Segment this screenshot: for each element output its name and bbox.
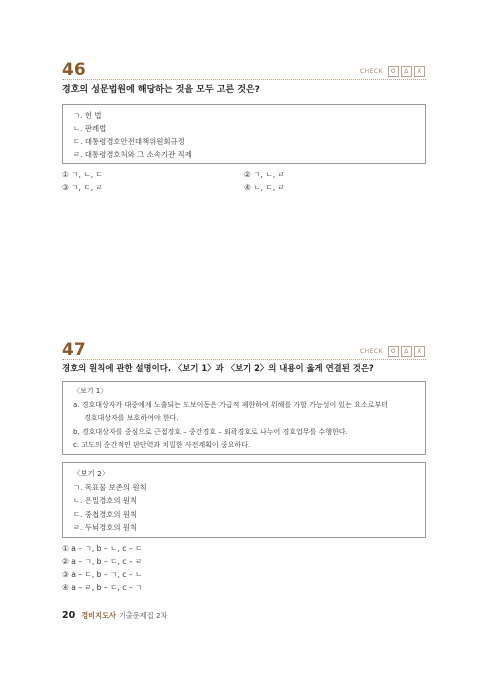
option-3[interactable]: ③ ㄱ, ㄷ, ㄹ bbox=[62, 183, 103, 192]
item-line: ㄱ. 헌 법 bbox=[73, 111, 102, 120]
check-box-x[interactable]: X bbox=[414, 346, 425, 357]
check-box-o[interactable]: O bbox=[388, 346, 399, 357]
page-footer bbox=[62, 610, 167, 621]
box-line: ㄱ. 목표물 보존의 원칙 bbox=[73, 482, 147, 492]
box-line: ㄷ. 중첩경호의 원칙 bbox=[73, 509, 138, 519]
item-line: ㄴ. 판례법 bbox=[73, 124, 107, 133]
option-3[interactable]: ③ a – ㄷ, b – ㄱ, c – ㄴ bbox=[62, 570, 143, 579]
options-46 bbox=[62, 169, 432, 195]
item-box-46 bbox=[62, 104, 426, 164]
options-47 bbox=[62, 543, 432, 595]
question-number-47: 47 bbox=[62, 340, 86, 360]
page-number: 20 bbox=[62, 610, 76, 621]
check-box-x[interactable]: X bbox=[414, 66, 425, 77]
option-2[interactable]: ② ㄱ, ㄴ, ㄹ bbox=[244, 170, 285, 179]
question-divider bbox=[62, 79, 426, 80]
option-1[interactable]: ① ㄱ, ㄴ, ㄷ bbox=[62, 170, 103, 179]
box-title: 〈보기 1〉 bbox=[73, 387, 108, 395]
check-box-o[interactable]: O bbox=[388, 66, 399, 77]
check-box-triangle[interactable]: Δ bbox=[401, 346, 412, 357]
box-line: ㄴ. 은밀경호의 원칙 bbox=[73, 496, 138, 506]
check-label: CHECK bbox=[359, 348, 383, 355]
box-line: ㄹ. 두뇌경호의 원칙 bbox=[73, 523, 138, 533]
box-line-c: c. 고도의 순간적인 판단력과 치밀한 사전계획이 중요하다. bbox=[73, 441, 251, 450]
example-box-2 bbox=[62, 462, 426, 538]
box-line-b: b. 경호대상자를 중심으로 근접경호 – 중간경호 – 외곽경호로 나누어 경호업무를 수행한다. bbox=[73, 427, 348, 436]
example-box-1 bbox=[62, 381, 426, 455]
check-box-triangle[interactable]: Δ bbox=[401, 66, 412, 77]
check-boxes-46 bbox=[360, 66, 425, 77]
check-boxes-47 bbox=[360, 346, 425, 357]
box-line-a: a. 경호대상자가 대중에게 노출되는 도보이동은 가급적 제한하여 위해를 가할 가능성이 있는 요소로부터 bbox=[73, 400, 388, 409]
question-text-46: 경호의 성문법원에 해당하는 것을 모두 고른 것은? bbox=[62, 85, 260, 95]
question-number-46: 46 bbox=[62, 60, 86, 80]
box-title: 〈보기 2〉 bbox=[73, 469, 110, 478]
option-4[interactable]: ④ ㄴ, ㄷ, ㄹ bbox=[244, 183, 285, 192]
box-line-a-cont: 경호대상자를 보호하여야 한다. bbox=[84, 414, 179, 423]
option-1[interactable]: ① a – ㄱ, b – ㄴ, c – ㄷ bbox=[62, 544, 143, 553]
book-subtitle: 기출문제집 2차 bbox=[118, 611, 168, 620]
book-title: 경비지도사 bbox=[81, 611, 116, 620]
check-label: CHECK bbox=[359, 68, 383, 75]
option-4[interactable]: ④ a – ㄹ, b – ㄷ, c – ㄱ bbox=[62, 583, 143, 592]
question-text-47: 경호의 원칙에 관한 설명이다. 〈보기 1〉과 〈보기 2〉의 내용이 옳게 연결된 것은? bbox=[62, 363, 374, 373]
item-line: ㄹ. 대통령경호처와 그 소속기관 직제 bbox=[73, 150, 192, 159]
option-2[interactable]: ② a – ㄱ, b – ㄷ, c – ㄹ bbox=[62, 557, 143, 566]
question-divider bbox=[62, 359, 426, 360]
item-line: ㄷ. 대통령경호안전대책위원회규정 bbox=[73, 137, 185, 146]
